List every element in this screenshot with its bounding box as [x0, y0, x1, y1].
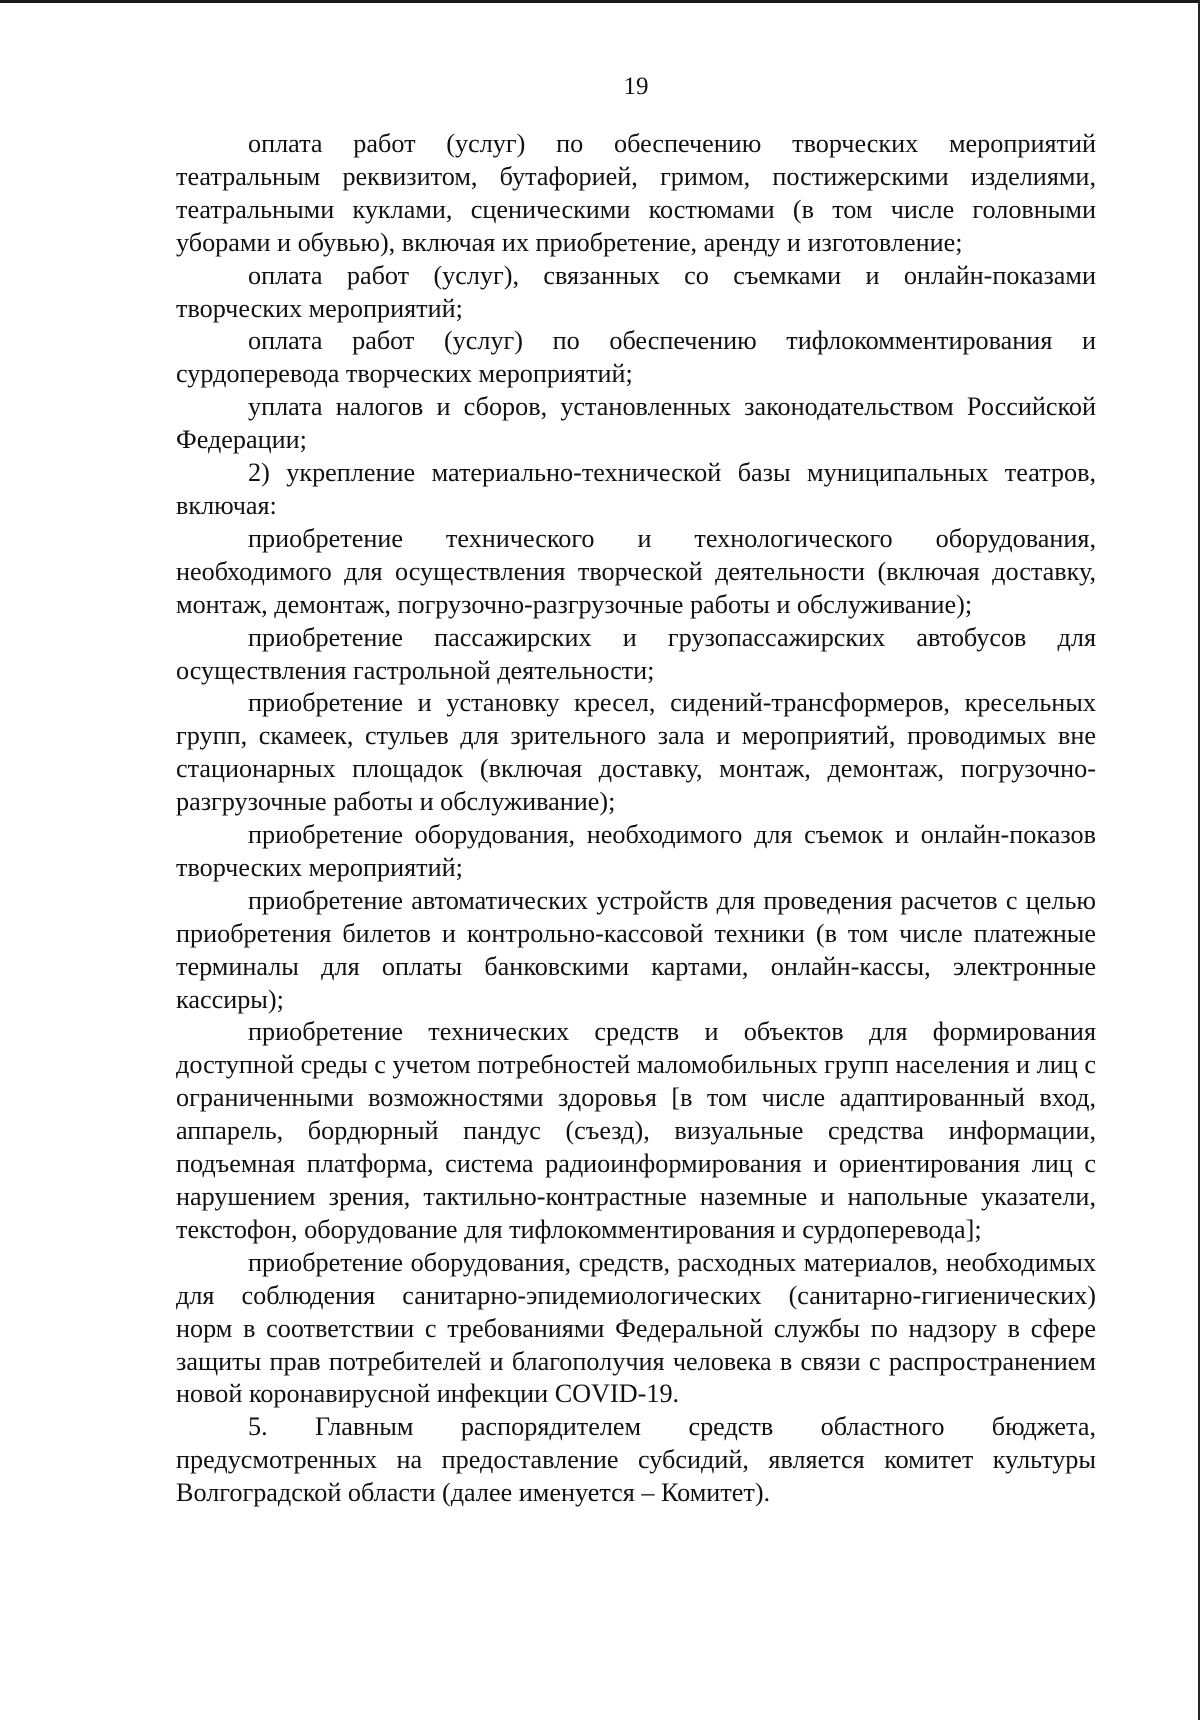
scan-edge-top [0, 0, 1200, 3]
paragraph: оплата работ (услуг), связанных со съемками и онлайн-показами творческих мероприятий; [176, 260, 1096, 323]
paragraph: приобретение оборудования, средств, расходных материалов, необходимых для соблюдения санитарно-эпидемиологических (санитарно-гигиенических) норм в соответствии с требованиями Федеральной службы по надзору в сфере защиты прав потребителей и благополучия человека в связи с распространением новой коронавирусной инфекции COVID-19. [176, 1247, 1096, 1409]
paragraph: приобретение автоматических устройств для проведения расчетов с целью приобретения билетов и контрольно-кассовой техники (в том числе платежные терминалы для оплаты банковскими картами, онлайн-кассы, электронные кассиры); [176, 885, 1096, 1014]
page-number: 19 [623, 73, 649, 100]
paragraph: приобретение технического и технологического оборудования, необходимого для осуществления творческой деятельности (включая доставку, монтаж, демонтаж, погрузочно-разгрузочные работы и обслуживание); [176, 523, 1096, 619]
document-body [176, 128, 1096, 1510]
paragraph: 5. Главным распорядителем средств областного бюджета, предусмотренных на предоставление субсидий, является комитет культуры Волгоградской области (далее именуется – Комитет). [176, 1412, 1096, 1508]
paragraph: приобретение оборудования, необходимого для съемок и онлайн-показов творческих мероприятий; [176, 820, 1096, 882]
paragraph: приобретение пассажирских и грузопассажирских автобусов для осуществления гастрольной деятельности; [176, 622, 1096, 685]
paragraph: оплата работ (услуг) по обеспечению творческих мероприятий театральным реквизитом, бутафорией, гримом, постижерскими изделиями, театральными куклами, сценическими костюмами (в том числе головными уборами и обувью), включая их приобретение, аренду и изготовление; [176, 129, 1096, 257]
paragraph: 2) укрепление материально-технической базы муниципальных театров, включая: [176, 458, 1096, 520]
paragraph: уплата налогов и сборов, установленных законодательством Российской Федерации; [176, 392, 1096, 455]
paragraph: оплата работ (услуг) по обеспечению тифлокомментирования и сурдоперевода творческих мероприятий; [176, 326, 1096, 389]
paragraph: приобретение и установку кресел, сидений-трансформеров, кресельных групп, скамеек, стульев для зрительного зала и мероприятий, проводимых вне стационарных площадок (включая доставку, монтаж, демонтаж, погрузочно-разгрузочные работы и обслуживание); [176, 688, 1096, 817]
paragraph: приобретение технических средств и объектов для формирования доступной среды с учетом потребностей маломобильных групп населения и лиц с ограниченными возможностями здоровья [в том числе адаптированный вход, аппарель, бордюрный пандус (съезд), визуальные средства информации, подъемная платформа, система радиоинформирования и ориентирования лиц с нарушением зрения, тактильно-контрастные наземные и напольные указатели, текстофон, оборудование для тифлокомментирования и сурдоперевода]; [176, 1017, 1096, 1244]
